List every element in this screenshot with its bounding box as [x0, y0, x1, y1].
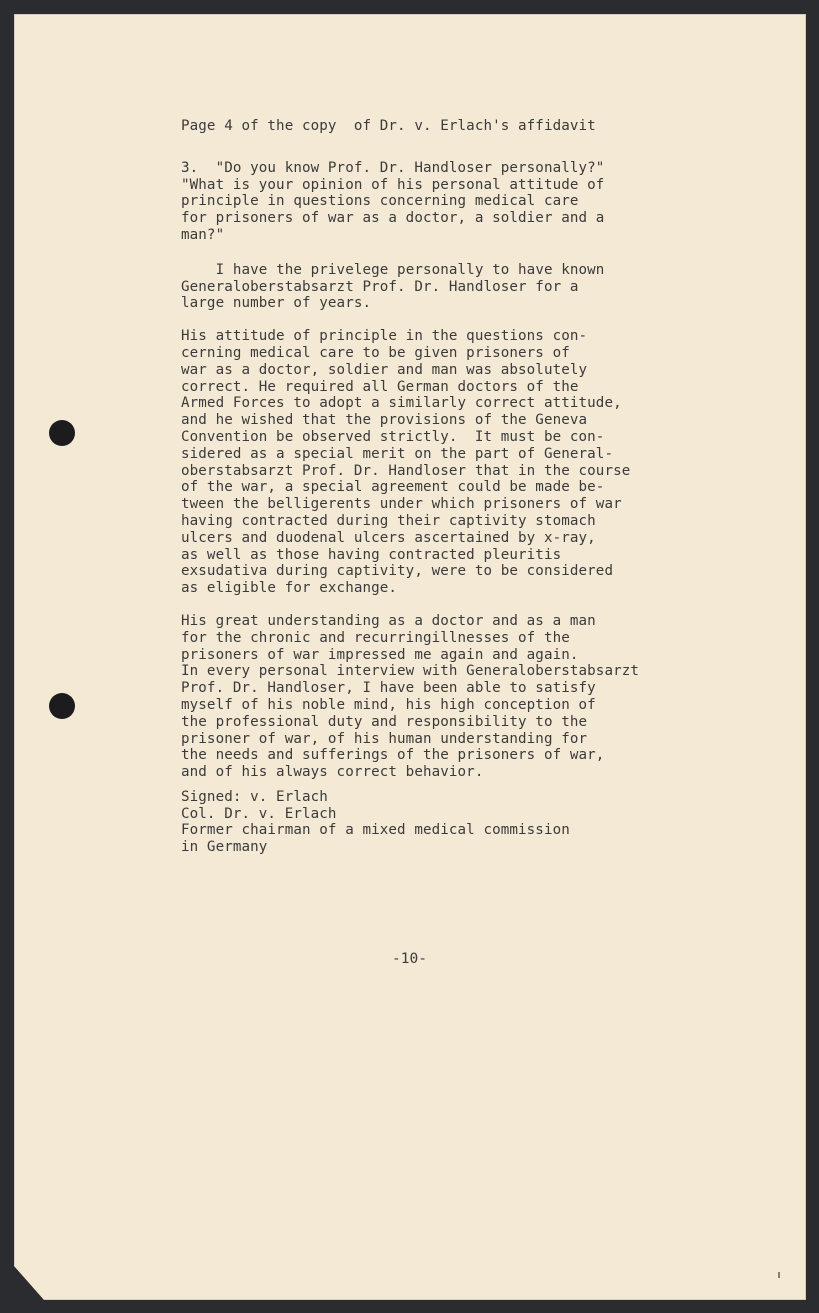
affidavit-body: [181, 118, 741, 856]
paragraph-acquaintance: I have the privelege personally to have known Generaloberstabsarzt Prof. Dr. Handloser for a large number of years.: [181, 261, 605, 312]
punch-hole: [49, 693, 75, 719]
paragraph-attitude: His attitude of principle in the questions con- cerning medical care to be given prisoners of war as a doctor, soldier and man was absolutely correct. He required all German doctors of the Armed Forces to adopt a similarly correct attitude, and he wished that the provisions of the Geneva Convention be observed strictly. It must be con- sidered as a special merit on the part of General- oberstabsarzt Prof. Dr. Handloser that in the course of the war, a special agreement could be made be- tween the belligerents under which prisoners of war having contracted during their captivity stomach ulcers and duodenal ulcers ascertained by x-ray, as well as those having contracted pleuritis exsudativa during captivity, were to be considered as eligible for exchange.: [181, 328, 631, 597]
paper-mark: [778, 1272, 780, 1278]
question-text: 3. "Do you know Prof. Dr. Handloser personally?" "What is your opinion of his personal attitude of principle in questions concerning medical care for prisoners of war as a doctor, a soldier and a man?": [181, 159, 605, 243]
signature-block: Signed: v. Erlach Col. Dr. v. Erlach Former chairman of a mixed medical commission in Germany: [181, 788, 570, 856]
paragraph-understanding: His great understanding as a doctor and as a man for the chronic and recurringillnesses of the prisoners of war impressed me again and again. In every personal interview with Generaloberstabsarzt Prof. Dr. Handloser, I have been able to satisfy myself of his noble mind, his high conception of the professional duty and responsibility to the prisoner of war, of his human understanding for the needs and sufferings of the prisoners of war, and of his always correct behavior.: [181, 612, 640, 781]
page-number: -10-: [392, 951, 427, 967]
punch-hole: [49, 420, 75, 446]
page-heading: Page 4 of the copy of Dr. v. Erlach's affidavit: [181, 118, 596, 134]
